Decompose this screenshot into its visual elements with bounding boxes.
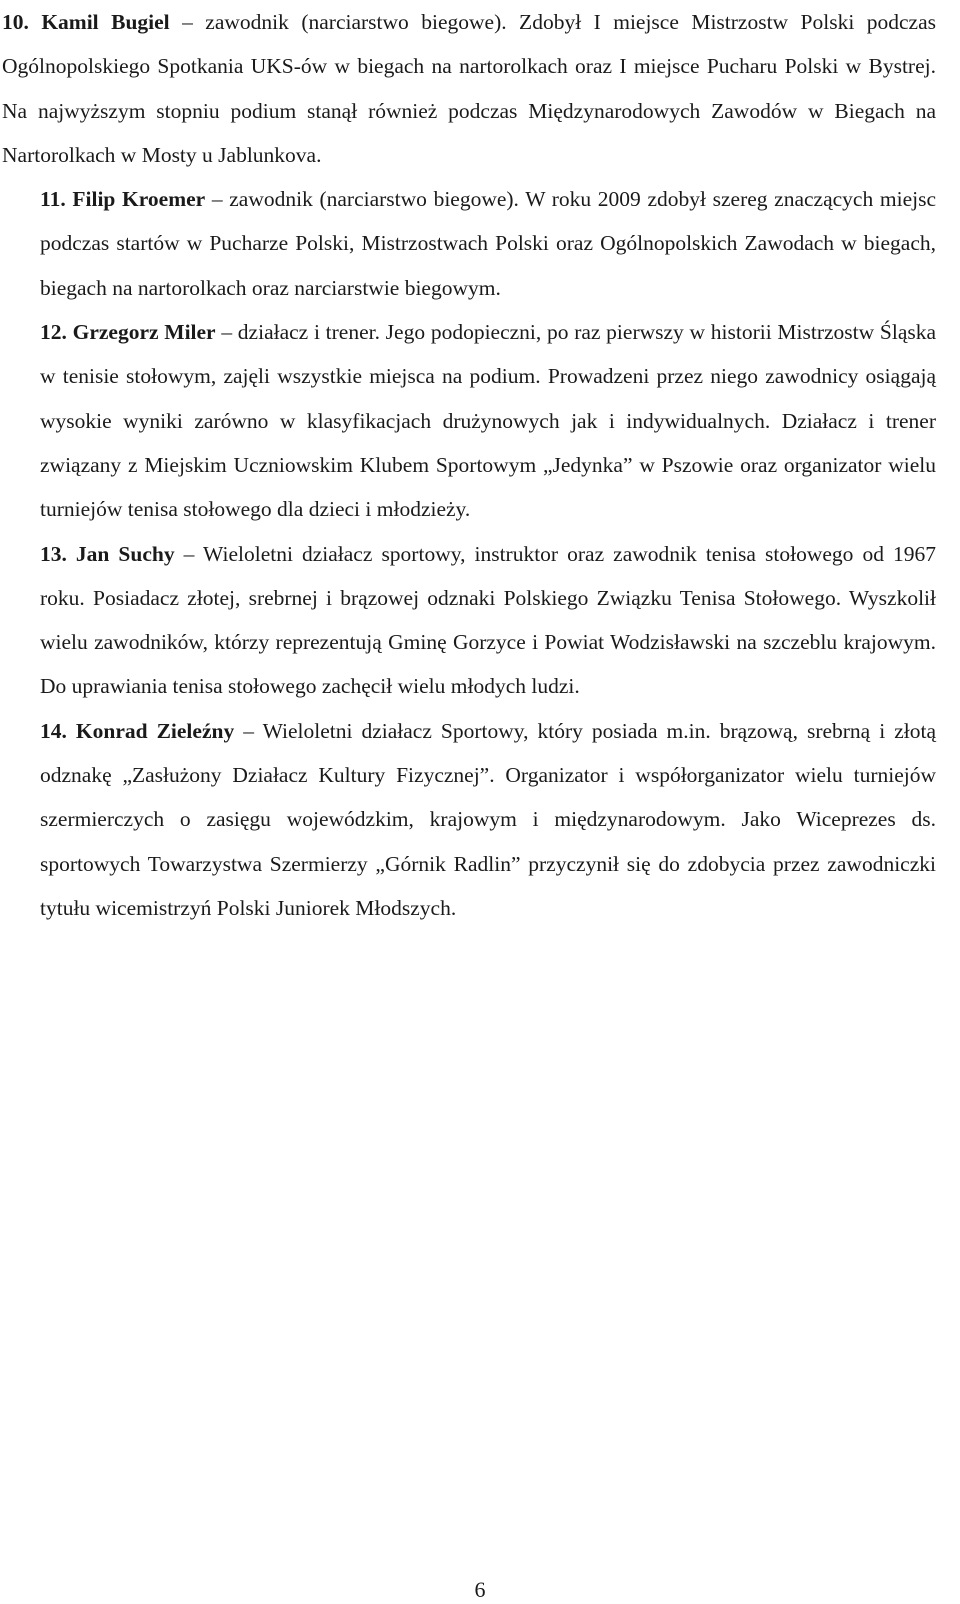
entry-number: 10. [2,10,29,34]
entry-11 [40,177,936,310]
page-number: 6 [474,1577,486,1602]
entry-name: Filip Kroemer [72,187,206,212]
entries-list [2,0,937,930]
entry-name: Kamil Bugiel [41,10,170,34]
entry-13 [40,532,936,709]
entry-12 [40,310,936,531]
entry-text: – Wieloletni działacz sportowy, instruktor oraz zawodnik tenisa stołowego od 1967 roku. Posiadacz złotej, srebrnej i brązowej odznaki Polskiego Związku Tenisa Stołowego. Wyszkolił wielu zawodników, którzy reprezentują Gminę Gorzyce i Powiat Wodzisławski na szczeblu krajowym. Do uprawiania tenisa stołowego zachęcił wielu młodych ludzi. [40,541,936,699]
entry-name: Grzegorz Miler [72,320,216,345]
entry-text: – zawodnik (narciarstwo biegowe). Zdobył I miejsce Mistrzostw Polski podczas Ogólnopolskiego Spotkania UKS-ów w biegach na nartorolkach oraz I miejsce Pucharu Polski w Bystrej. Na najwyższym stopniu podium stanął również podczas Międzynarodowych Zawodów w Biegach na Nartorolkach w Mosty u Jablunkova. [2,10,936,167]
entry-number: 14. [40,718,67,743]
entry-number: 11. [40,187,66,212]
entry-text: – zawodnik (narciarstwo biegowe). W roku 2009 zdobył szereg znaczących miejsc podczas startów w Pucharze Polski, Mistrzostwach Polski oraz Ogólnopolskich Zawodach w biegach, biegach na nartorolkach oraz narciarstwie biegowym. [40,187,936,300]
entry-number: 12. [40,320,67,345]
entry-10 [2,0,936,177]
entry-number: 13. [40,541,67,566]
entry-14 [40,709,936,930]
entry-name: Konrad Zieleźny [75,718,235,743]
entry-text: – działacz i trener. Jego podopieczni, po raz pierwszy w historii Mistrzostw Śląska w tenisie stołowym, zajęli wszystkie miejsca na podium. Prowadzeni przez niego zawodnicy osiągają wysokie wyniki zarówno w klasyfikacjach drużynowych jak i indywidualnych. Działacz i trener związany z Miejskim Uczniowskim Klubem Sportowym „Jedynka” w Pszowie oraz organizator wielu turniejów tenisa stołowego dla dzieci i młodzieży. [40,320,937,522]
entry-text: – Wieloletni działacz Sportowy, który posiada m.in. brązową, srebrną i złotą odznakę „Zasłużony Działacz Kultury Fizycznej”. Organizator i współorganizator wielu turniejów szermierczych o zasięgu wojewódzkim, krajowym i międzynarodowym. Jako Wiceprezes ds. sportowych Towarzystwa Szermierzy „Górnik Radlin” przyczynił się do zdobycia przez zawodniczki tytułu wicemistrzyń Polski Juniorek Młodszych. [40,718,936,920]
entry-name: Jan Suchy [75,541,175,566]
